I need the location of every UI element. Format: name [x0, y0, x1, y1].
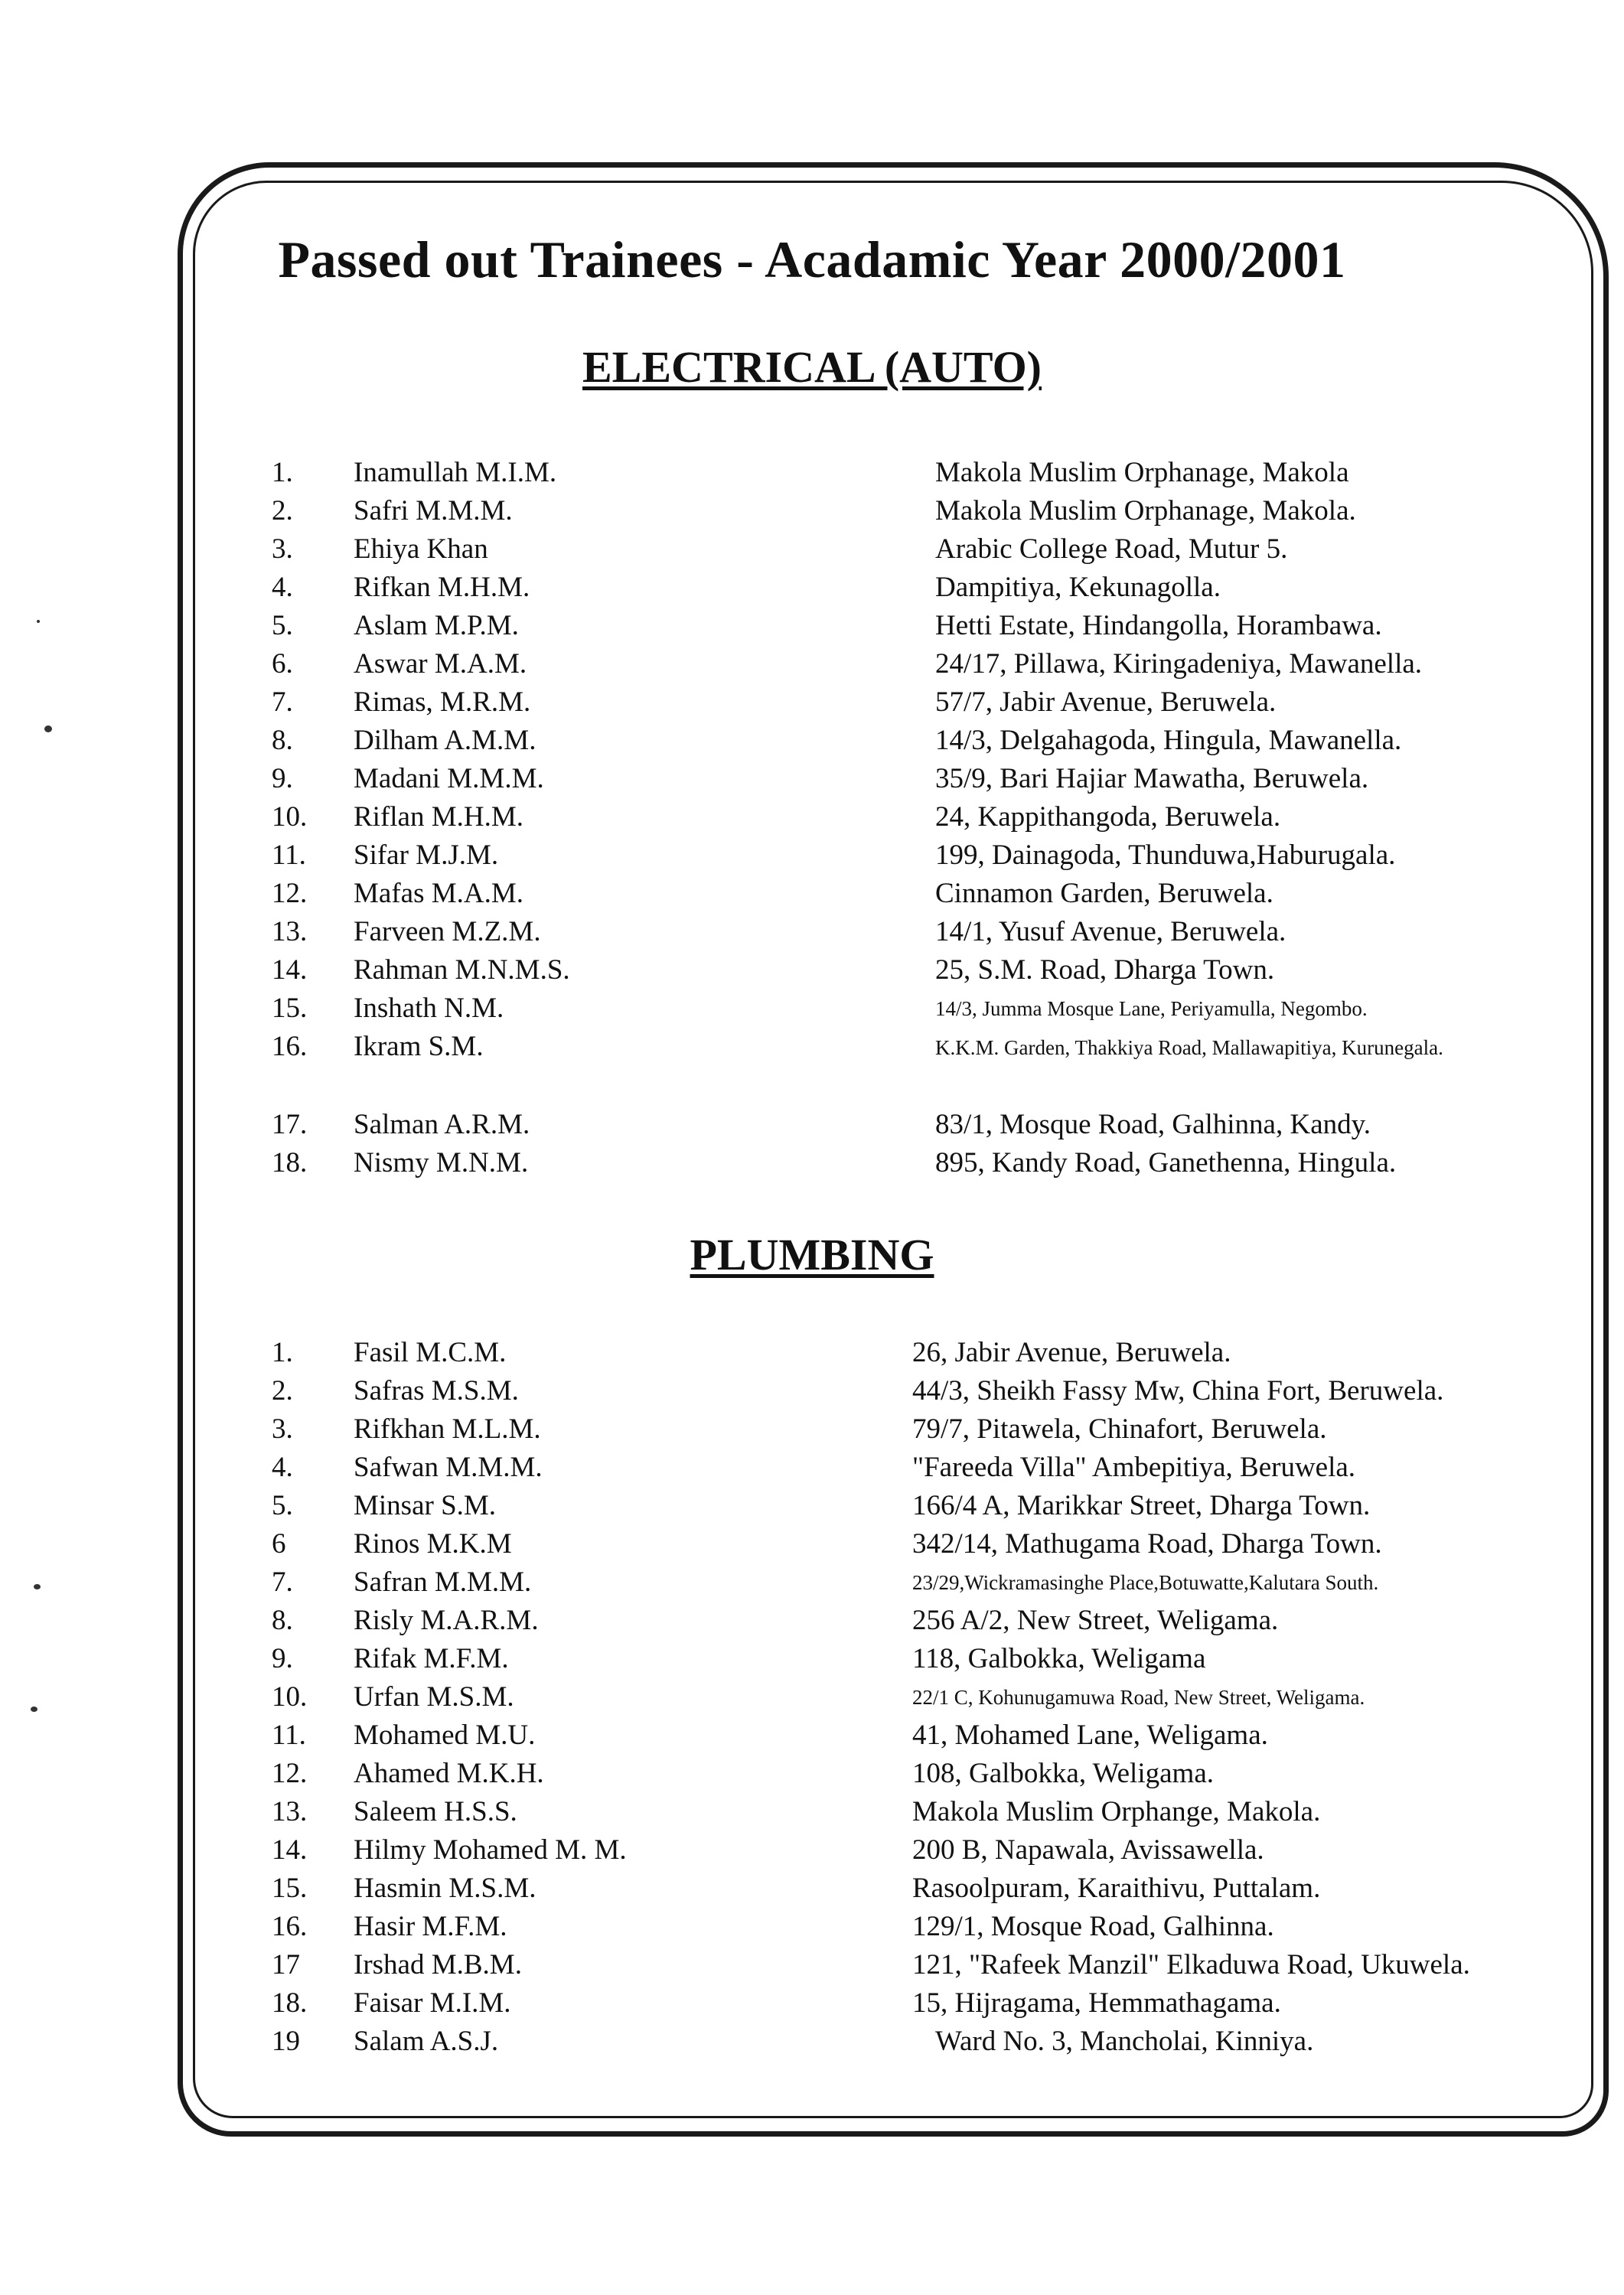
trainee-name: Aswar M.A.M. — [354, 648, 527, 680]
trainee-name: Mafas M.A.M. — [354, 878, 523, 909]
trainee-name: Salman A.R.M. — [354, 1109, 530, 1140]
row-number: 16. — [272, 1911, 308, 1942]
row-number: 5. — [272, 1490, 293, 1521]
trainee-address: 14/3, Delgahagoda, Hingula, Mawanella. — [935, 725, 1402, 756]
trainee-name: Hilmy Mohamed M. M. — [354, 1834, 627, 1866]
row-number: 16. — [272, 1031, 308, 1062]
trainee-name: Nismy M.N.M. — [354, 1147, 529, 1178]
trainee-address: 44/3, Sheikh Fassy Mw, China Fort, Beruwela. — [912, 1375, 1444, 1407]
scan-speck — [37, 620, 40, 623]
row-number: 6 — [272, 1528, 286, 1560]
trainee-address: 57/7, Jabir Avenue, Beruwela. — [935, 686, 1277, 718]
trainee-name: Riflan M.H.M. — [354, 801, 523, 833]
row-number: 7. — [272, 1566, 293, 1598]
row-number: 13. — [272, 916, 308, 947]
trainee-address: 118, Galbokka, Weligama — [912, 1643, 1206, 1674]
row-number: 19 — [272, 2026, 300, 2057]
section-heading-electrical: ELECTRICAL (AUTO) — [582, 342, 1042, 392]
page-title: Passed out Trainees - Acadamic Year 2000/2001 — [278, 230, 1346, 289]
trainee-name: Madani M.M.M. — [354, 763, 544, 794]
trainee-address: 35/9, Bari Hajiar Mawatha, Beruwela. — [935, 763, 1369, 794]
trainee-name: Inamullah M.I.M. — [354, 457, 557, 488]
trainee-name: Faisar M.I.M. — [354, 1987, 511, 2019]
trainee-address: 129/1, Mosque Road, Galhinna. — [912, 1911, 1274, 1942]
trainee-name: Hasir M.F.M. — [354, 1911, 507, 1942]
trainee-address: 24/17, Pillawa, Kiringadeniya, Mawanella. — [935, 648, 1423, 680]
row-number: 9. — [272, 763, 293, 794]
row-number: 10. — [272, 1681, 308, 1713]
row-number: 4. — [272, 1452, 293, 1483]
trainee-name: Rinos M.K.M — [354, 1528, 512, 1560]
trainee-address: Cinnamon Garden, Beruwela. — [935, 878, 1273, 909]
trainee-name: Salam A.S.J. — [354, 2026, 499, 2057]
trainee-address: Makola Muslim Orphanage, Makola. — [935, 495, 1356, 526]
trainee-name: Mohamed M.U. — [354, 1720, 536, 1751]
trainee-address: Arabic College Road, Mutur 5. — [935, 533, 1288, 565]
trainee-name: Rimas, M.R.M. — [354, 686, 531, 718]
trainee-name: Rifkan M.H.M. — [354, 572, 530, 603]
trainee-address: 121, "Rafeek Manzil" Elkaduwa Road, Ukuwela. — [912, 1949, 1470, 1980]
row-number: 17 — [272, 1949, 300, 1980]
trainee-address: 26, Jabir Avenue, Beruwela. — [912, 1337, 1231, 1368]
trainee-address: Dampitiya, Kekunagolla. — [935, 572, 1221, 603]
trainee-address: 22/1 C, Kohunugamuwa Road, New Street, Weligama. — [912, 1686, 1365, 1709]
row-number: 9. — [272, 1643, 293, 1674]
row-number: 1. — [272, 1337, 293, 1368]
trainee-address: 200 B, Napawala, Avissawella. — [912, 1834, 1264, 1866]
trainee-address: "Fareeda Villa" Ambepitiya, Beruwela. — [912, 1452, 1356, 1483]
trainee-name: Aslam M.P.M. — [354, 610, 519, 641]
trainee-address: 24, Kappithangoda, Beruwela. — [935, 801, 1281, 833]
trainee-address: K.K.M. Garden, Thakkiya Road, Mallawapitiya, Kurunegala. — [935, 1036, 1443, 1059]
row-number: 5. — [272, 610, 293, 641]
trainee-name: Rifak M.F.M. — [354, 1643, 509, 1674]
scan-speck — [34, 1584, 41, 1589]
trainee-name: Inshath N.M. — [354, 993, 504, 1024]
trainee-name: Dilham A.M.M. — [354, 725, 536, 756]
trainee-address: 895, Kandy Road, Ganethenna, Hingula. — [935, 1147, 1397, 1178]
trainee-address: Makola Muslim Orphanage, Makola — [935, 457, 1349, 488]
trainee-name: Farveen M.Z.M. — [354, 916, 541, 947]
scan-speck — [31, 1707, 38, 1712]
trainee-name: Saleem H.S.S. — [354, 1796, 517, 1827]
trainee-address: 166/4 A, Marikkar Street, Dharga Town. — [912, 1490, 1371, 1521]
row-number: 11. — [272, 1720, 306, 1751]
trainee-name: Ehiya Khan — [354, 533, 488, 565]
trainee-name: Safwan M.M.M. — [354, 1452, 543, 1483]
trainee-name: Minsar S.M. — [354, 1490, 497, 1521]
row-number: 18. — [272, 1147, 308, 1178]
row-number: 14. — [272, 954, 308, 986]
trainee-address: 15, Hijragama, Hemmathagama. — [912, 1987, 1281, 2019]
trainee-name: Irshad M.B.M. — [354, 1949, 522, 1980]
trainee-address: 14/1, Yusuf Avenue, Beruwela. — [935, 916, 1286, 947]
trainee-name: Ikram S.M. — [354, 1031, 484, 1062]
row-number: 2. — [272, 495, 293, 526]
trainee-address: Hetti Estate, Hindangolla, Horambawa. — [935, 610, 1382, 641]
trainee-address: 14/3, Jumma Mosque Lane, Periyamulla, Negombo. — [935, 997, 1368, 1020]
row-number: 10. — [272, 801, 308, 833]
trainee-name: Urfan M.S.M. — [354, 1681, 514, 1713]
row-number: 15. — [272, 993, 308, 1024]
trainee-name: Ahamed M.K.H. — [354, 1758, 544, 1789]
row-number: 8. — [272, 725, 293, 756]
row-number: 3. — [272, 1413, 293, 1445]
trainee-address: 342/14, Mathugama Road, Dharga Town. — [912, 1528, 1382, 1560]
row-number: 11. — [272, 839, 306, 871]
trainee-address: 23/29,Wickramasinghe Place,Botuwatte,Kalutara South. — [912, 1571, 1379, 1594]
trainee-name: Safras M.S.M. — [354, 1375, 519, 1407]
row-number: 12. — [272, 878, 308, 909]
row-number: 14. — [272, 1834, 308, 1866]
trainee-name: Risly M.A.R.M. — [354, 1605, 539, 1636]
trainee-name: Hasmin M.S.M. — [354, 1873, 536, 1904]
trainee-address: 79/7, Pitawela, Chinafort, Beruwela. — [912, 1413, 1327, 1445]
row-number: 1. — [272, 457, 293, 488]
trainee-address: Makola Muslim Orphange, Makola. — [912, 1796, 1321, 1827]
row-number: 13. — [272, 1796, 308, 1827]
row-number: 6. — [272, 648, 293, 680]
trainee-address: 83/1, Mosque Road, Galhinna, Kandy. — [935, 1109, 1371, 1140]
trainee-address: Ward No. 3, Mancholai, Kinniya. — [935, 2026, 1314, 2057]
row-number: 17. — [272, 1109, 308, 1140]
row-number: 7. — [272, 686, 293, 718]
trainee-address: 25, S.M. Road, Dharga Town. — [935, 954, 1275, 986]
trainee-name: Safri M.M.M. — [354, 495, 513, 526]
row-number: 8. — [272, 1605, 293, 1636]
trainee-name: Sifar M.J.M. — [354, 839, 499, 871]
trainee-name: Safran M.M.M. — [354, 1566, 532, 1598]
section-heading-plumbing: PLUMBING — [690, 1230, 934, 1280]
trainee-name: Rifkhan M.L.M. — [354, 1413, 541, 1445]
trainee-name: Fasil M.C.M. — [354, 1337, 507, 1368]
row-number: 12. — [272, 1758, 308, 1789]
scan-speck — [44, 725, 52, 732]
trainee-name: Rahman M.N.M.S. — [354, 954, 570, 986]
row-number: 18. — [272, 1987, 308, 2019]
trainee-address: 41, Mohamed Lane, Weligama. — [912, 1720, 1268, 1751]
trainee-address: 199, Dainagoda, Thunduwa,Haburugala. — [935, 839, 1396, 871]
row-number: 4. — [272, 572, 293, 603]
row-number: 3. — [272, 533, 293, 565]
trainee-address: Rasoolpuram, Karaithivu, Puttalam. — [912, 1873, 1321, 1904]
trainee-address: 108, Galbokka, Weligama. — [912, 1758, 1214, 1789]
row-number: 15. — [272, 1873, 308, 1904]
trainee-address: 256 A/2, New Street, Weligama. — [912, 1605, 1279, 1636]
row-number: 2. — [272, 1375, 293, 1407]
